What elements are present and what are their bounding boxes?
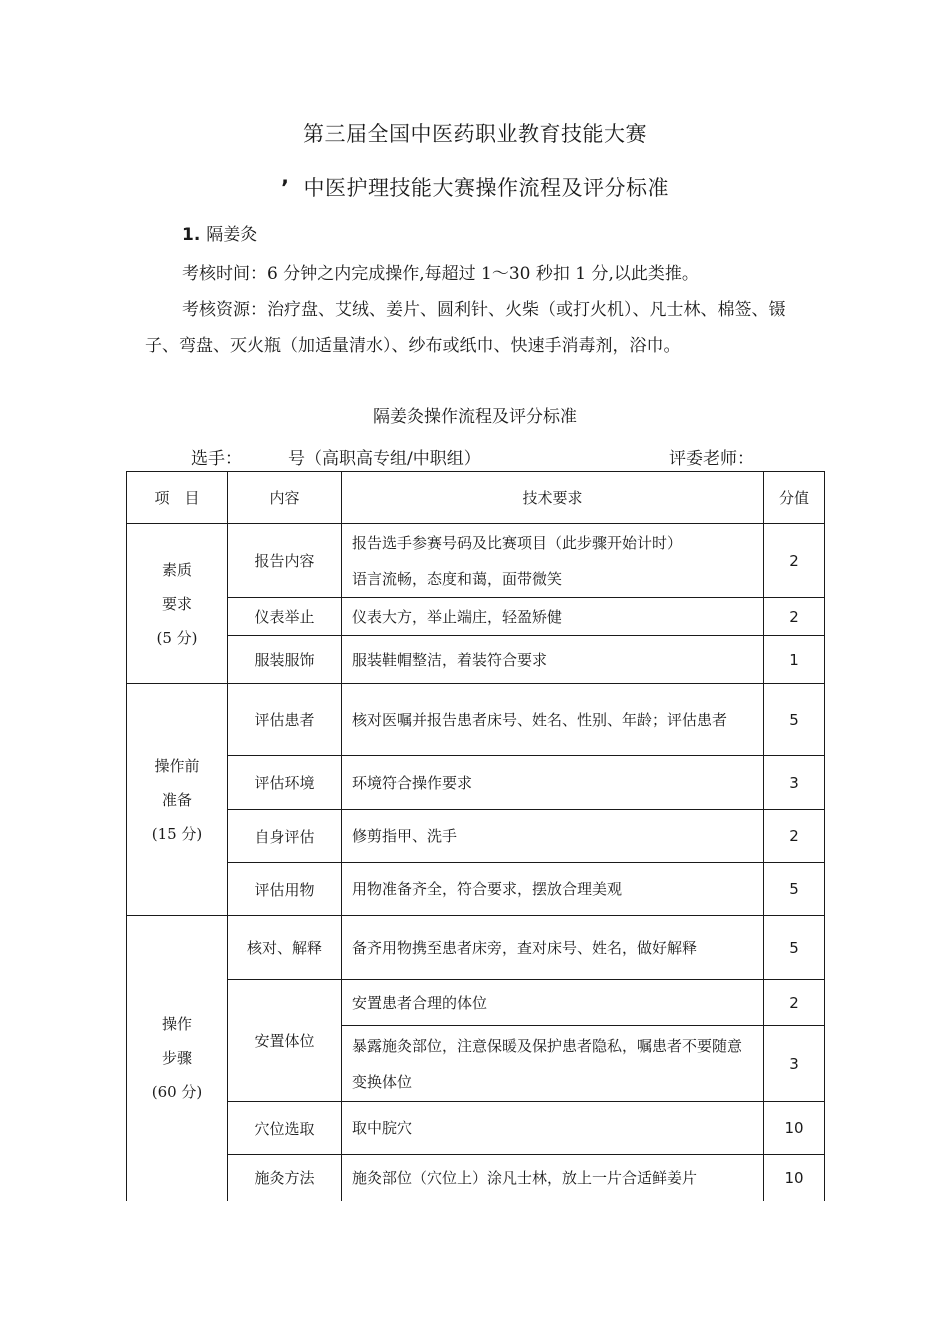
requirement-cell: 用物准备齐全，符合要求，摆放合理美观 <box>342 863 764 916</box>
content-cell: 服装服饰 <box>228 636 342 684</box>
table-row <box>127 756 825 810</box>
apostrophe-mark: ’ <box>281 176 290 200</box>
exam-time: 考核时间：6 分钟之内完成操作,每超过 1～30 秒扣 1 分,以此类推。 <box>182 264 699 284</box>
requirement-cell: 仪表大方，举止端庄，轻盈矫健 <box>342 598 764 636</box>
exam-resources: 考核资源：治疗盘、艾绒、姜片、圆利针、火柴（或打火机）、凡士林、棉签、镊子、弯盘、灭火瓶（加适量清水）、纱布或纸巾、快速手消毒剂，浴巾。 <box>145 300 786 356</box>
requirement-cell <box>342 524 764 598</box>
requirement-line: 语言流畅，态度和蔼，面带微笑 <box>352 569 563 588</box>
table-row <box>127 916 825 980</box>
subtitle-text: 中医护理技能大赛操作流程及评分标准 <box>303 176 669 200</box>
category-line: (5 分) <box>156 628 198 647</box>
score-cell: 10 <box>764 1155 825 1201</box>
requirement-cell: 安置患者合理的体位 <box>342 980 764 1026</box>
content-cell: 穴位选取 <box>228 1102 342 1155</box>
category-line: 步骤 <box>161 1049 192 1068</box>
requirement-cell: 核对医嘱并报告患者床号、姓名、性别、年龄；评估患者 <box>342 684 764 756</box>
score-cell: 2 <box>764 810 825 863</box>
content-cell: 评估环境 <box>228 756 342 810</box>
judge-label: 评委老师： <box>669 449 754 469</box>
category-line: 操作 <box>161 1015 192 1034</box>
scoring-table <box>126 471 825 1201</box>
score-cell: 5 <box>764 863 825 916</box>
content-cell: 安置体位 <box>228 980 342 1102</box>
content-cell: 报告内容 <box>228 524 342 598</box>
content-cell: 自身评估 <box>228 810 342 863</box>
score-cell: 1 <box>764 636 825 684</box>
category-cell <box>127 524 228 684</box>
content-cell: 核对、解释 <box>228 916 342 980</box>
table-caption: 隔姜灸操作流程及评分标准 <box>373 407 577 427</box>
header-item: 项 目 <box>127 472 228 524</box>
score-cell: 2 <box>764 598 825 636</box>
table-row <box>127 1155 825 1201</box>
category-line: 操作前 <box>154 756 200 775</box>
section-name: 隔姜灸 <box>206 225 258 245</box>
category-line: 要求 <box>161 594 192 613</box>
requirement-cell: 暴露施灸部位，注意保暖及保护患者隐私，嘱患者不要随意变换体位 <box>342 1026 764 1102</box>
document-title: 第三届全国中医药职业教育技能大赛 <box>303 122 647 146</box>
category-line: (60 分) <box>151 1083 203 1102</box>
header-content: 内容 <box>228 472 342 524</box>
table-row <box>127 1102 825 1155</box>
requirement-cell: 取中脘穴 <box>342 1102 764 1155</box>
requirement-cell: 服装鞋帽整洁，着装符合要求 <box>342 636 764 684</box>
section-number: 1. <box>182 225 201 245</box>
content-cell: 施灸方法 <box>228 1155 342 1201</box>
table-row <box>127 524 825 598</box>
category-line: 准备 <box>161 790 192 809</box>
category-line: 素质 <box>161 560 192 579</box>
requirement-line: 报告选手参赛号码及比赛项目（此步骤开始计时） <box>352 533 683 552</box>
score-cell: 2 <box>764 524 825 598</box>
requirement-cell: 备齐用物携至患者床旁，查对床号、姓名，做好解释 <box>342 916 764 980</box>
requirement-cell: 环境符合操作要求 <box>342 756 764 810</box>
category-cell <box>127 684 228 916</box>
table-row <box>127 684 825 756</box>
table-row <box>127 598 825 636</box>
section-heading <box>182 220 257 245</box>
document-subtitle <box>0 172 950 202</box>
table-row <box>127 636 825 684</box>
score-cell: 5 <box>764 684 825 756</box>
table-row <box>127 980 825 1026</box>
content-cell: 评估用物 <box>228 863 342 916</box>
header-score: 分值 <box>764 472 825 524</box>
score-cell: 5 <box>764 916 825 980</box>
category-cell <box>127 916 228 1201</box>
requirement-cell: 施灸部位（穴位上）涂凡士林，放上一片合适鲜姜片 <box>342 1155 764 1201</box>
score-cell: 3 <box>764 1026 825 1102</box>
score-cell: 10 <box>764 1102 825 1155</box>
category-line: (15 分) <box>151 824 203 843</box>
player-label: 选手： <box>191 449 242 469</box>
content-cell: 仪表举止 <box>228 598 342 636</box>
header-requirement: 技术要求 <box>342 472 764 524</box>
group-label: 号（高职高专组/中职组） <box>288 449 481 469</box>
table-row <box>127 863 825 916</box>
table-row <box>127 810 825 863</box>
requirement-cell: 修剪指甲、洗手 <box>342 810 764 863</box>
score-cell: 2 <box>764 980 825 1026</box>
score-cell: 3 <box>764 756 825 810</box>
table-header-row <box>127 472 825 524</box>
content-cell: 评估患者 <box>228 684 342 756</box>
